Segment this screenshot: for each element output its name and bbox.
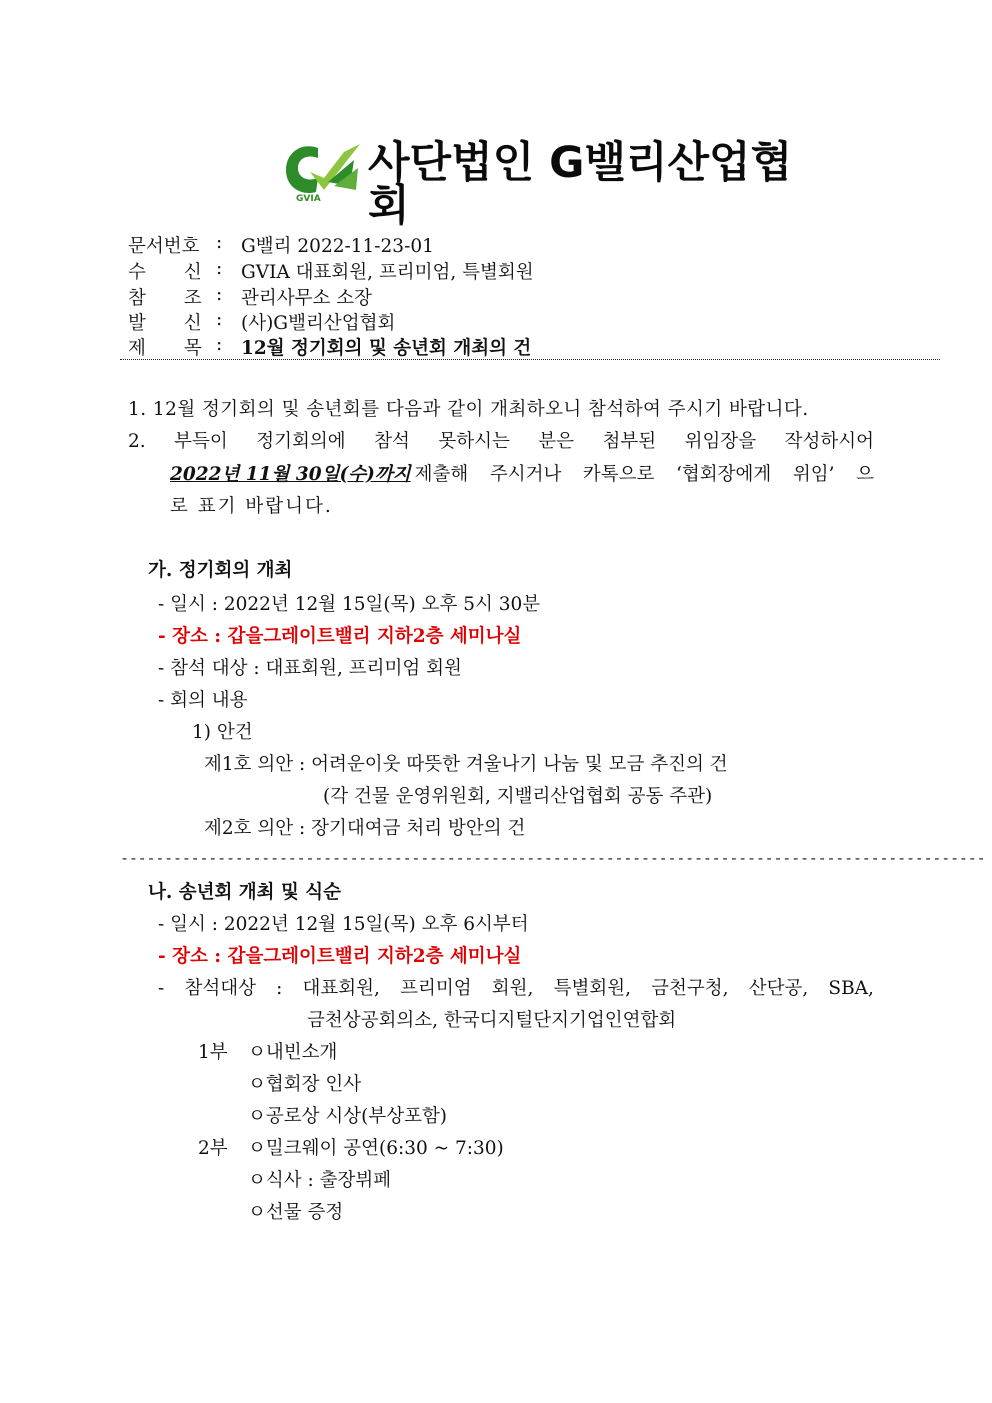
paragraph-2-word: 위임’	[792, 464, 835, 485]
meeting-attendees: - 참석 대상 : 대표회원, 프리미엄 회원	[158, 658, 462, 679]
agenda-item-2: 제2호 의안 : 장기대여금 처리 방안의 건	[204, 818, 526, 839]
paragraph-2-word: 카톡으로	[582, 464, 655, 485]
paragraph-2-word: 참석	[374, 431, 410, 452]
subject-value: 12월 정기회의 및 송년회 개최의 건	[241, 338, 532, 359]
reference-value: 관리사무소 소장	[241, 288, 372, 309]
attendees-word: 특별회원,	[553, 978, 631, 999]
paragraph-2-line-2	[170, 466, 874, 485]
program-item: ㅇ내빈소개	[248, 1042, 338, 1063]
paragraph-2-line-3: 로 표기 바랍니다.	[170, 496, 333, 517]
agenda-heading: 1) 안건	[192, 722, 253, 743]
program-item: ㅇ공로상 시상(부상포함)	[248, 1106, 448, 1127]
meeting-date: - 일시 : 2022년 12월 15일(목) 오후 5시 30분	[158, 594, 541, 615]
agenda-item-1-note: (각 건물 운영위원회, 지밸리산업협회 공동 주관)	[323, 786, 713, 807]
attendees-word: 회원,	[491, 978, 534, 999]
doc-number-value: G밸리 2022-11-23-01	[241, 236, 434, 257]
paragraph-2-word: 으	[856, 464, 874, 485]
sender-label: 발 신	[128, 313, 202, 334]
colon: :	[216, 334, 223, 355]
recipient-label: 수 신	[128, 262, 202, 283]
colon: :	[216, 284, 223, 305]
colon: :	[216, 258, 223, 279]
sender-value: (사)G밸리산업협회	[241, 313, 396, 334]
attendees-word: 산단공,	[748, 978, 809, 999]
reference-label: 참 조	[128, 288, 202, 309]
attendees-word: 대표회원,	[302, 978, 380, 999]
header-divider	[120, 359, 940, 360]
agenda-item-1: 제1호 의안 : 어려운이웃 따뜻한 겨울나기 나눔 및 모금 추진의 건	[204, 754, 728, 775]
paragraph-2-word: 못하시는	[438, 431, 510, 452]
attendees-word: :	[276, 978, 283, 999]
paragraph-2-word: 부득이	[174, 431, 228, 452]
paragraph-2-word: 2.	[128, 431, 146, 452]
paragraph-2-word: 작성하시어	[784, 431, 874, 452]
attendees-word: 참석대상	[184, 978, 256, 999]
subject-label: 제 목	[128, 338, 202, 359]
party-attendees	[158, 980, 874, 999]
paragraph-2-word: 정기회의에	[256, 431, 346, 452]
paragraph-2-word: 위임장을	[684, 431, 757, 452]
party-attendees-cont: 금천상공회의소, 한국디지털단지기업인연합회	[307, 1010, 677, 1031]
paragraph-2-line-1	[128, 433, 874, 452]
section-b-title: 나. 송년회 개최 및 식순	[148, 882, 342, 903]
attendees-word: -	[158, 978, 165, 999]
program-item: ㅇ협회장 인사	[248, 1074, 362, 1095]
paragraph-1: 1. 12월 정기회의 및 송년회를 다음과 같이 개최하오니 참석하여 주시기 바랍니다.	[128, 399, 809, 420]
attendees-word: SBA,	[828, 978, 874, 999]
program-item: ㅇ식사 : 출장뷔페	[248, 1170, 392, 1191]
part-1-label: 1부	[198, 1042, 228, 1063]
organization-logo	[280, 138, 810, 231]
colon: :	[216, 232, 223, 253]
recipient-value: GVIA 대표회원, 프리미엄, 특별회원	[241, 262, 534, 283]
attendees-word: 금천구청,	[651, 978, 729, 999]
section-divider: --------------------------------------------------------------------------------------------------	[120, 849, 986, 867]
colon: :	[216, 309, 223, 330]
party-place: - 장소 : 갑을그레이트밸리 지하2층 세미나실	[158, 946, 522, 967]
doc-number-label: 문서번호	[128, 236, 200, 257]
part-2-label: 2부	[198, 1138, 228, 1159]
meeting-place: - 장소 : 갑을그레이트밸리 지하2층 세미나실	[158, 626, 522, 647]
deadline-date: 2022년 11월 30일(수)까지	[170, 464, 411, 485]
paragraph-2-word: 주시거나	[489, 464, 562, 485]
paragraph-2-word: ‘협회장에게	[676, 464, 772, 485]
meeting-content: - 회의 내용	[158, 690, 248, 711]
organization-name: 사단법인 G밸리산업협회	[368, 138, 793, 231]
gvia-leaf-icon	[280, 138, 370, 206]
logo-mark-text: GVIA	[296, 194, 321, 204]
program-item: ㅇ선물 증정	[248, 1202, 344, 1223]
paragraph-2-word: 제출해	[414, 464, 469, 485]
section-a-title: 가. 정기회의 개최	[148, 560, 293, 581]
paragraph-2-word: 첨부된	[602, 431, 657, 452]
party-date: - 일시 : 2022년 12월 15일(목) 오후 6시부터	[158, 914, 529, 935]
program-item: ㅇ밀크웨이 공연(6:30 ~ 7:30)	[248, 1138, 504, 1159]
attendees-word: 프리미엄	[400, 978, 472, 999]
paragraph-2-word: 분은	[538, 431, 575, 452]
